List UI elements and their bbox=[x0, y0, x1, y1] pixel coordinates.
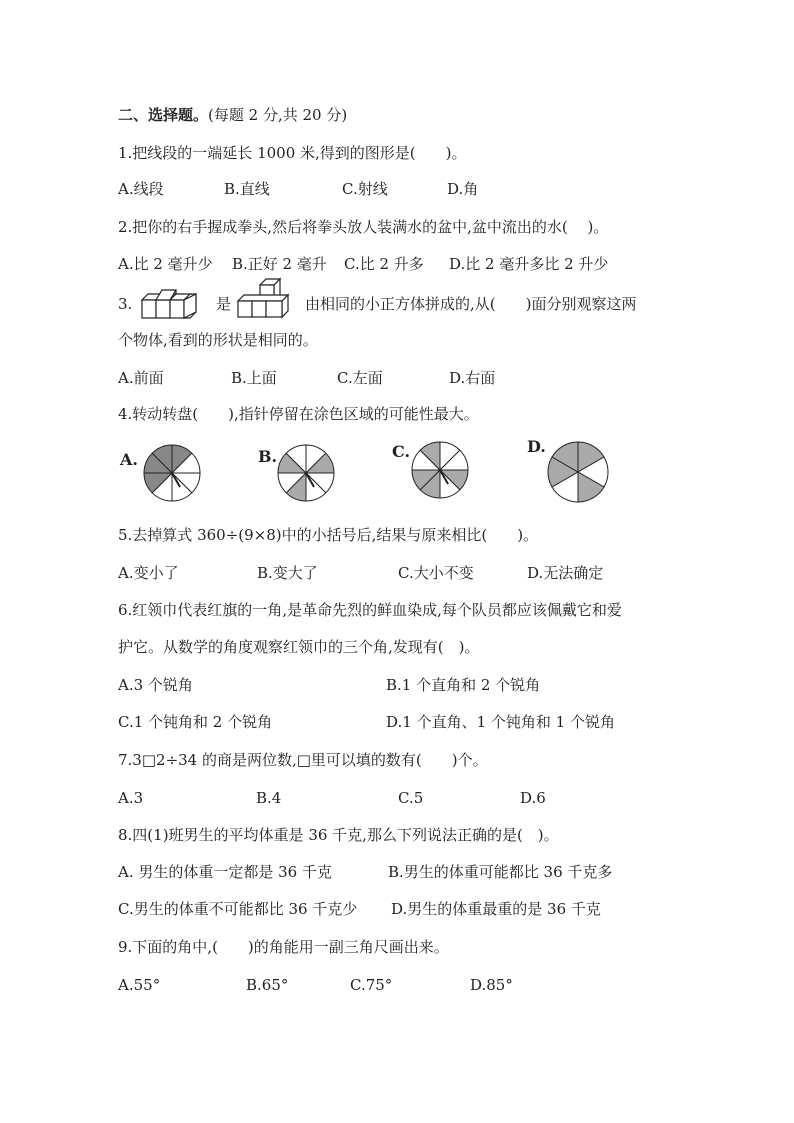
q9-option-c: C.75° bbox=[350, 976, 393, 994]
spinner-c bbox=[410, 440, 470, 500]
question-6-stem: 6.红领巾代表红旗的一角,是革命先烈的鲜血染成,每个队员都应该佩戴它和爱 bbox=[118, 601, 622, 619]
question-3-stem: 由相同的小正方体拼成的,从( )面分别观察这两 bbox=[305, 295, 637, 313]
q2-option-a: A.比 2 毫升少 bbox=[118, 255, 213, 273]
q2-option-c: C.比 2 升多 bbox=[344, 255, 424, 273]
q1-option-d: D.角 bbox=[447, 180, 479, 198]
q6-option-c: C.1 个钝角和 2 个锐角 bbox=[118, 713, 273, 731]
question-6-stem-line2: 护它。从数学的角度观察红领巾的三个角,发现有( )。 bbox=[118, 638, 480, 656]
section-title: 二、选择题。 bbox=[118, 106, 209, 124]
q6-option-a: A.3 个锐角 bbox=[118, 676, 193, 694]
question-3-mid: 是 bbox=[216, 295, 232, 313]
q7-option-a: A.3 bbox=[118, 789, 144, 807]
question-4-stem: 4.转动转盘( ),指针停留在涂色区域的可能性最大。 bbox=[118, 405, 479, 423]
q5-option-a: A.变小了 bbox=[118, 564, 179, 582]
q7-option-d: D.6 bbox=[520, 789, 546, 807]
q1-option-a: A.线段 bbox=[118, 180, 164, 198]
q5-option-b: B.变大了 bbox=[257, 564, 318, 582]
dial-d-label: D. bbox=[527, 437, 546, 456]
question-7-stem: 7.3□2÷34 的商是两位数,□里可以填的数有( )个。 bbox=[118, 751, 488, 769]
q9-option-d: D.85° bbox=[470, 976, 513, 994]
spinner-a bbox=[142, 443, 202, 503]
q3-option-b: B.上面 bbox=[231, 369, 277, 387]
question-8-stem: 8.四(1)班男生的平均体重是 36 千克,那么下列说法正确的是( )。 bbox=[118, 826, 559, 844]
q6-option-d: D.1 个直角、1 个钝角和 1 个锐角 bbox=[386, 713, 615, 731]
q2-option-b: B.正好 2 毫升 bbox=[232, 255, 327, 273]
question-9-stem: 9.下面的角中,( )的角能用一副三角尺画出来。 bbox=[118, 938, 449, 956]
q3-option-a: A.前面 bbox=[118, 369, 164, 387]
q8-option-b: B.男生的体重可能都比 36 千克多 bbox=[388, 863, 613, 881]
section-header bbox=[118, 105, 347, 125]
spinner-d bbox=[546, 440, 610, 504]
q8-option-d: D.男生的体重最重的是 36 千克 bbox=[391, 900, 601, 918]
dial-b-label: B. bbox=[258, 447, 278, 466]
q2-option-d: D.比 2 毫升多比 2 升少 bbox=[449, 255, 609, 273]
q1-option-c: C.射线 bbox=[342, 180, 388, 198]
spinner-b bbox=[276, 443, 336, 503]
q8-option-a: A. 男生的体重一定都是 36 千克 bbox=[118, 863, 332, 881]
q3-option-c: C.左面 bbox=[337, 369, 383, 387]
q7-option-b: B.4 bbox=[256, 789, 282, 807]
cube-figure-stacked bbox=[236, 277, 296, 319]
q5-option-c: C.大小不变 bbox=[398, 564, 474, 582]
question-2-stem: 2.把你的右手握成拳头,然后将拳头放人装满水的盆中,盆中流出的水( )。 bbox=[118, 218, 609, 236]
question-3-number: 3. bbox=[118, 295, 133, 313]
question-1-stem: 1.把线段的一端延长 1000 米,得到的图形是( )。 bbox=[118, 144, 467, 162]
question-3-stem-line2: 个物体,看到的形状是相同的。 bbox=[118, 331, 318, 349]
q6-option-b: B.1 个直角和 2 个锐角 bbox=[386, 676, 541, 694]
q7-option-c: C.5 bbox=[398, 789, 424, 807]
question-5-stem: 5.去掉算式 360÷(9×8)中的小括号后,结果与原来相比( )。 bbox=[118, 526, 539, 544]
section-note: (每题 2 分,共 20 分) bbox=[208, 106, 348, 124]
cube-figure-flat bbox=[140, 288, 202, 320]
q9-option-b: B.65° bbox=[246, 976, 289, 994]
q1-option-b: B.直线 bbox=[224, 180, 270, 198]
q8-option-c: C.男生的体重不可能都比 36 千克少 bbox=[118, 900, 358, 918]
q5-option-d: D.无法确定 bbox=[527, 564, 604, 582]
dial-a-label: A. bbox=[120, 450, 138, 469]
q9-option-a: A.55° bbox=[118, 976, 161, 994]
q3-option-d: D.右面 bbox=[449, 369, 496, 387]
dial-c-label: C. bbox=[392, 442, 411, 461]
